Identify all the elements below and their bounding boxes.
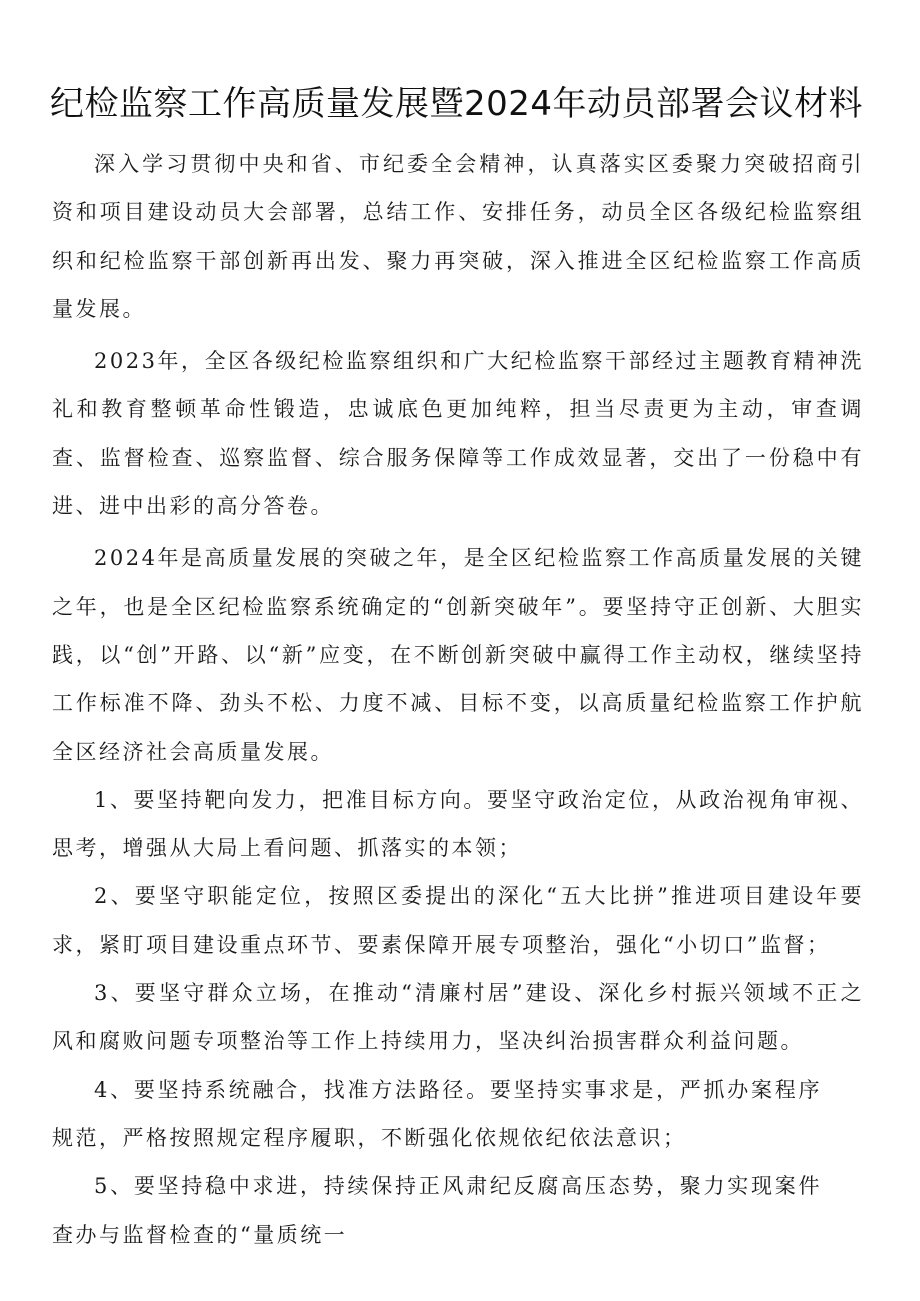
document-title: 纪检监察工作高质量发展暨2024年动员部署会议材料 <box>50 84 864 124</box>
paragraph-item-4: 4、要坚持系统融合，找准方法路径。要坚持实事求是，严抓办案程序规范，严格按照规定程序履职，不断强化依规依纪依法意识； <box>52 1077 822 1150</box>
document-body <box>52 140 864 1259</box>
paragraph-item-3: 3、要坚守群众立场，在推动“清廉村居”建设、深化乡村振兴领域不正之风和腐败问题专项整治等工作上持续用力，坚决纠治损害群众利益问题。 <box>52 981 864 1054</box>
paragraph-2023-review: 2023年，全区各级纪检监察组织和广大纪检监察干部经过主题教育精神洗礼和教育整顿革命性锻造，忠诚底色更加纯粹，担当尽责更为主动，审查调查、监督检查、巡察监督、综合服务保障等工作成效显著，交出了一份稳中有进、进中出彩的高分答卷。 <box>52 349 864 519</box>
paragraph-item-5: 5、要坚持稳中求进，持续保持正风肃纪反腐高压态势，聚力实现案件查办与监督检查的“量质统一 <box>52 1174 822 1247</box>
paragraph-item-2: 2、要坚守职能定位，按照区委提出的深化“五大比拼”推进项目建设年要求，紧盯项目建设重点环节、要素保障开展专项整治，强化“小切口”监督； <box>52 884 864 957</box>
paragraph-intro: 深入学习贯彻中央和省、市纪委全会精神，认真落实区委聚力突破招商引资和项目建设动员大会部署，总结工作、安排任务，动员全区各级纪检监察组织和纪检监察干部创新再出发、聚力再突破，深入推进全区纪检监察工作高质量发展。 <box>52 152 864 321</box>
paragraph-2024-outlook: 2024年是高质量发展的突破之年，是全区纪检监察工作高质量发展的关键之年，也是全区纪检监察系统确定的“创新突破年”。要坚持守正创新、大胆实践，以“创”开路、以“新”应变，在不断创新突破中赢得工作主动权，继续坚持工作标准不降、劲头不松、力度不减、目标不变，以高质量纪检监察工作护航全区经济社会高质量发展。 <box>52 546 864 764</box>
paragraph-item-1: 1、要坚持靶向发力，把准目标方向。要坚守政治定位，从政治视角审视、思考，增强从大局上看问题、抓落实的本领； <box>52 787 864 861</box>
